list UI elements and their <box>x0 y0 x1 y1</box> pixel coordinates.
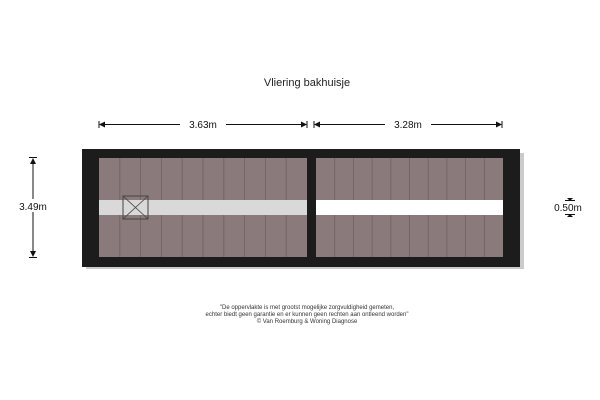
strip-height-label: 0.50m <box>554 203 582 214</box>
dimension-strip-height <box>554 198 582 217</box>
left-width-label: 3.63m <box>189 120 217 131</box>
right-width-label: 3.28m <box>394 120 422 131</box>
disclaimer-line-2: echter biedt geen garantie en er kunnen geen rechten aan ontleend worden" <box>205 312 409 318</box>
copyright-line: © Van Roemburg & Woning Diagnose <box>256 319 358 325</box>
dimension-height <box>14 158 54 258</box>
dimension-left-width <box>99 117 307 131</box>
dimension-right-width <box>314 117 502 131</box>
height-label: 3.49m <box>19 202 47 213</box>
walkway-strip-right <box>316 200 503 215</box>
disclaimer-line-1: "De oppervlakte is met grootst mogelijke zorgvuldigheid gemeten, <box>219 305 395 311</box>
plan-title: Vliering bakhuisje <box>263 77 351 89</box>
